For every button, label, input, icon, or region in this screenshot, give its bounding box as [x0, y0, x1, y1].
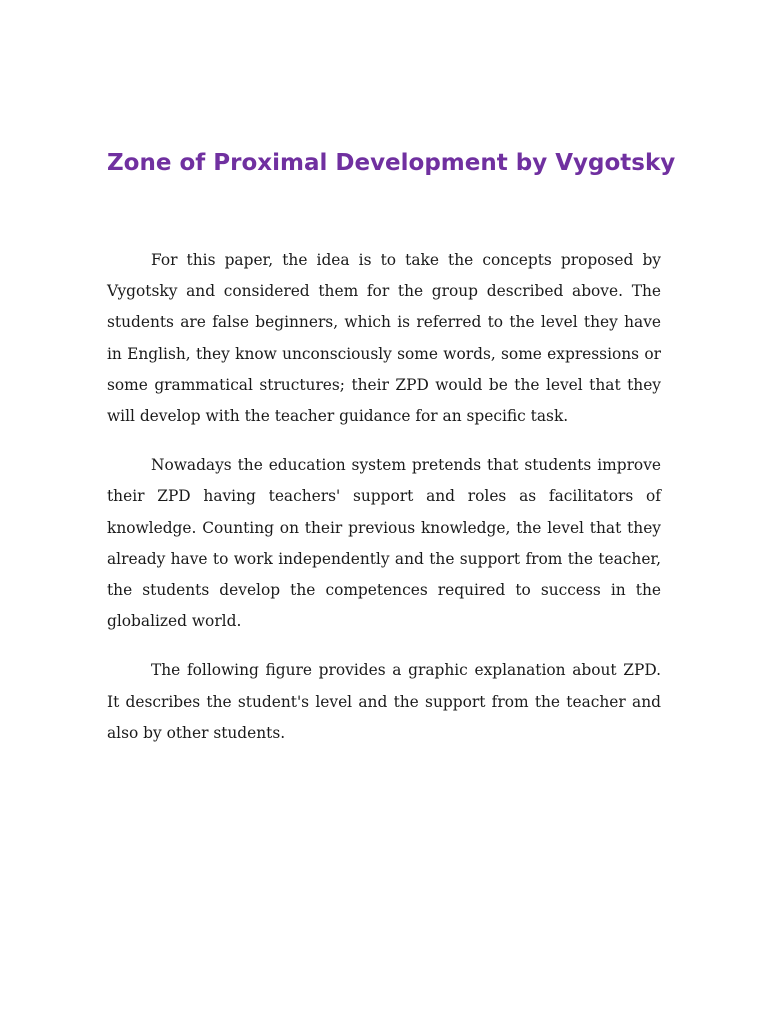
- page-title: Zone of Proximal Development by Vygotsky: [107, 150, 676, 176]
- paragraph-1: For this paper, the idea is to take the concepts proposed by Vygotsky and considered them for the group described above. The students are false beginners, which is referred to the level they have in English, they know unconsciously some words, some expressions or some grammatical structures; their ZPD would be the level that they will develop with the teacher guidance for an specific task.: [107, 251, 661, 426]
- paragraph-2: Nowadays the education system pretends that students improve their ZPD having teachers' support and roles as facilitators of knowledge. Counting on their previous knowledge, the level that they already have to work independently and the support from the teacher, the students develop the competences required to success in the globalized world.: [107, 456, 661, 631]
- document-body: [107, 245, 661, 767]
- paragraph-3: The following figure provides a graphic explanation about ZPD. It describes the student's level and the support from the teacher and also by other students.: [107, 661, 661, 742]
